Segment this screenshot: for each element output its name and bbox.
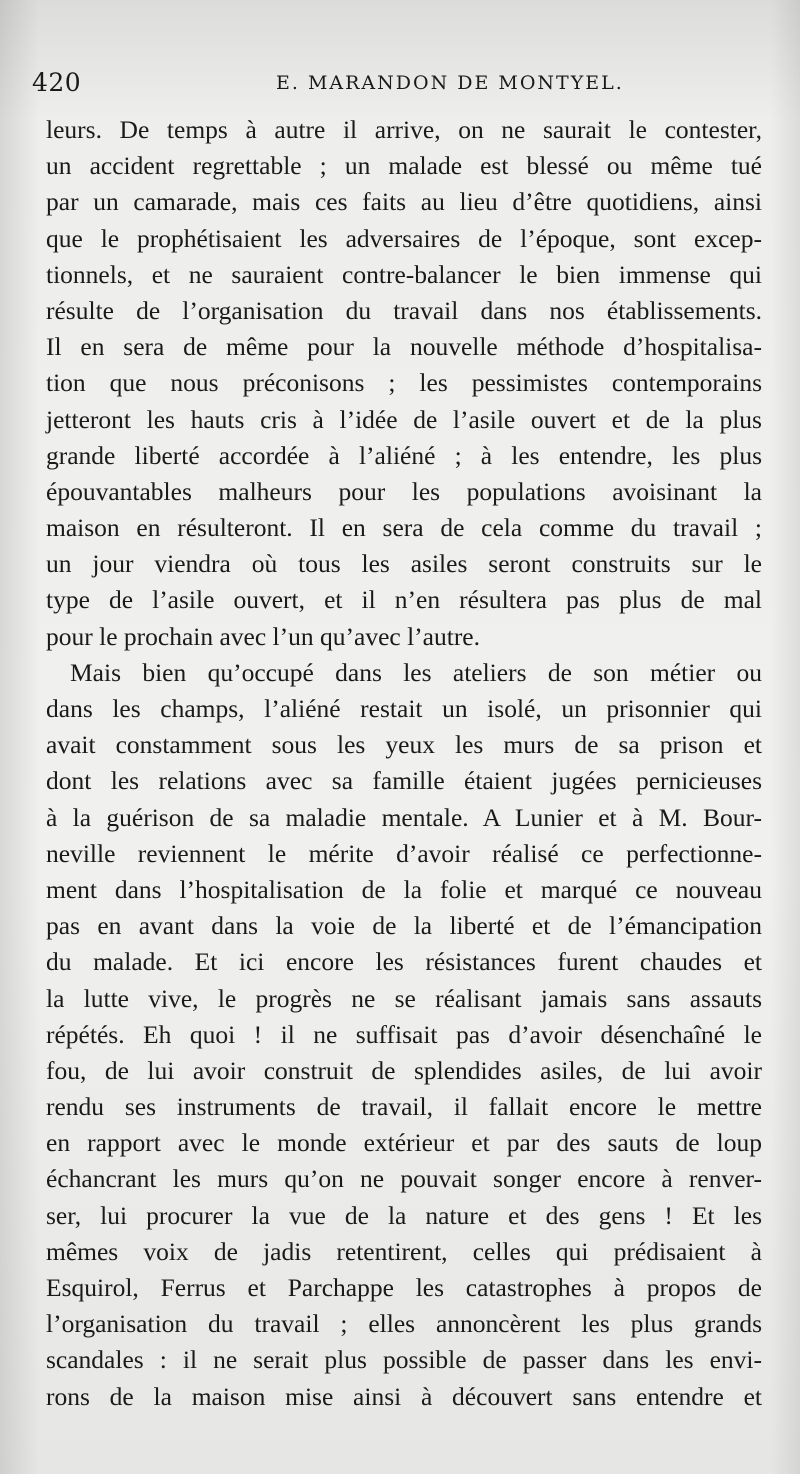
text-line: un accident regrettable ; un malade est blessé ou même tué (46, 151, 762, 181)
body-text (46, 112, 762, 1415)
text-line: Esquirol, Ferrus et Parchappe les catastrophes à propos de (46, 1273, 762, 1302)
page-number: 420 (32, 68, 82, 97)
running-head: E. MARANDON DE MONTYEL. (276, 72, 624, 94)
text-line: rendu ses instruments de travail, il fallait encore le mettre (46, 1092, 762, 1122)
text-line: que le prophétisaient les adversaires de l’époque, sont excep- (46, 223, 762, 253)
text-line: tion que nous préconisons ; les pessimistes contemporains (46, 368, 762, 398)
text-line: du malade. Et ici encore les résistances furent chaudes et (46, 947, 762, 977)
text-line: ser, lui procurer la vue de la nature et des gens ! Et les (46, 1200, 762, 1230)
text-line: rons de la maison mise ainsi à découvert sans entendre et (46, 1381, 762, 1411)
text-line: fou, de lui avoir construit de splendides asiles, de lui avoir (46, 1055, 762, 1085)
text-line: échancrant les murs qu’on ne pouvait songer encore à renver- (46, 1164, 762, 1194)
text-line: un jour viendra où tous les asiles seront construits sur le (46, 549, 762, 579)
text-line: en rapport avec le monde extérieur et par des sauts de loup (46, 1128, 762, 1158)
text-line: dont les relations avec sa famille étaient jugées pernicieuses (46, 766, 762, 796)
text-line: Il en sera de même pour la nouvelle méthode d’hospitalisa- (46, 332, 762, 362)
text-line: résulte de l’organisation du travail dans nos établissements. (46, 295, 762, 325)
text-line: scandales : il ne serait plus possible de passer dans les envi- (46, 1345, 762, 1375)
text-line: l’organisation du travail ; elles annoncèrent les plus grands (46, 1309, 762, 1339)
page-header (32, 64, 752, 100)
text-line: leurs. De temps à autre il arrive, on ne saurait le contester, (46, 115, 762, 144)
text-line: tionnels, et ne sauraient contre-balancer le bien immense qui (46, 259, 762, 289)
text-line: pour le prochain avec l’un qu’avec l’autre. (46, 621, 480, 651)
text-line: épouvantables malheurs pour les populations avoisinant la (46, 476, 762, 506)
text-line: avait constamment sous les yeux les murs de sa prison et (46, 730, 762, 760)
text-line: répétés. Eh quoi ! il ne suffisait pas d’avoir désenchaîné le (46, 1019, 762, 1049)
text-line: mêmes voix de jadis retentirent, celles qui prédisaient à (46, 1236, 762, 1266)
text-line: grande liberté accordée à l’aliéné ; à les entendre, les plus (46, 440, 762, 470)
text-line: pas en avant dans la voie de la liberté et de l’émancipation (46, 911, 762, 941)
text-line: la lutte vive, le progrès ne se réalisant jamais sans assauts (46, 983, 762, 1013)
text-line: jetteront les hauts cris à l’idée de l’asile ouvert et de la plus (46, 404, 762, 434)
text-line: Mais bien qu’occupé dans les ateliers de son métier ou (70, 657, 762, 687)
text-line: à la guérison de sa maladie mentale. A Lunier et à M. Bour- (46, 802, 762, 832)
text-line: dans les champs, l’aliéné restait un isolé, un prisonnier qui (46, 694, 762, 723)
text-line: par un camarade, mais ces faits au lieu d’être quotidiens, ainsi (46, 187, 762, 217)
text-line: ment dans l’hospitalisation de la folie et marqué ce nouveau (46, 874, 762, 904)
text-line: neville reviennent le mérite d’avoir réalisé ce perfectionne- (46, 838, 762, 868)
text-line: type de l’asile ouvert, et il n’en résultera pas plus de mal (46, 585, 762, 615)
text-line: maison en résulteront. Il en sera de cela comme du travail ; (46, 513, 762, 543)
